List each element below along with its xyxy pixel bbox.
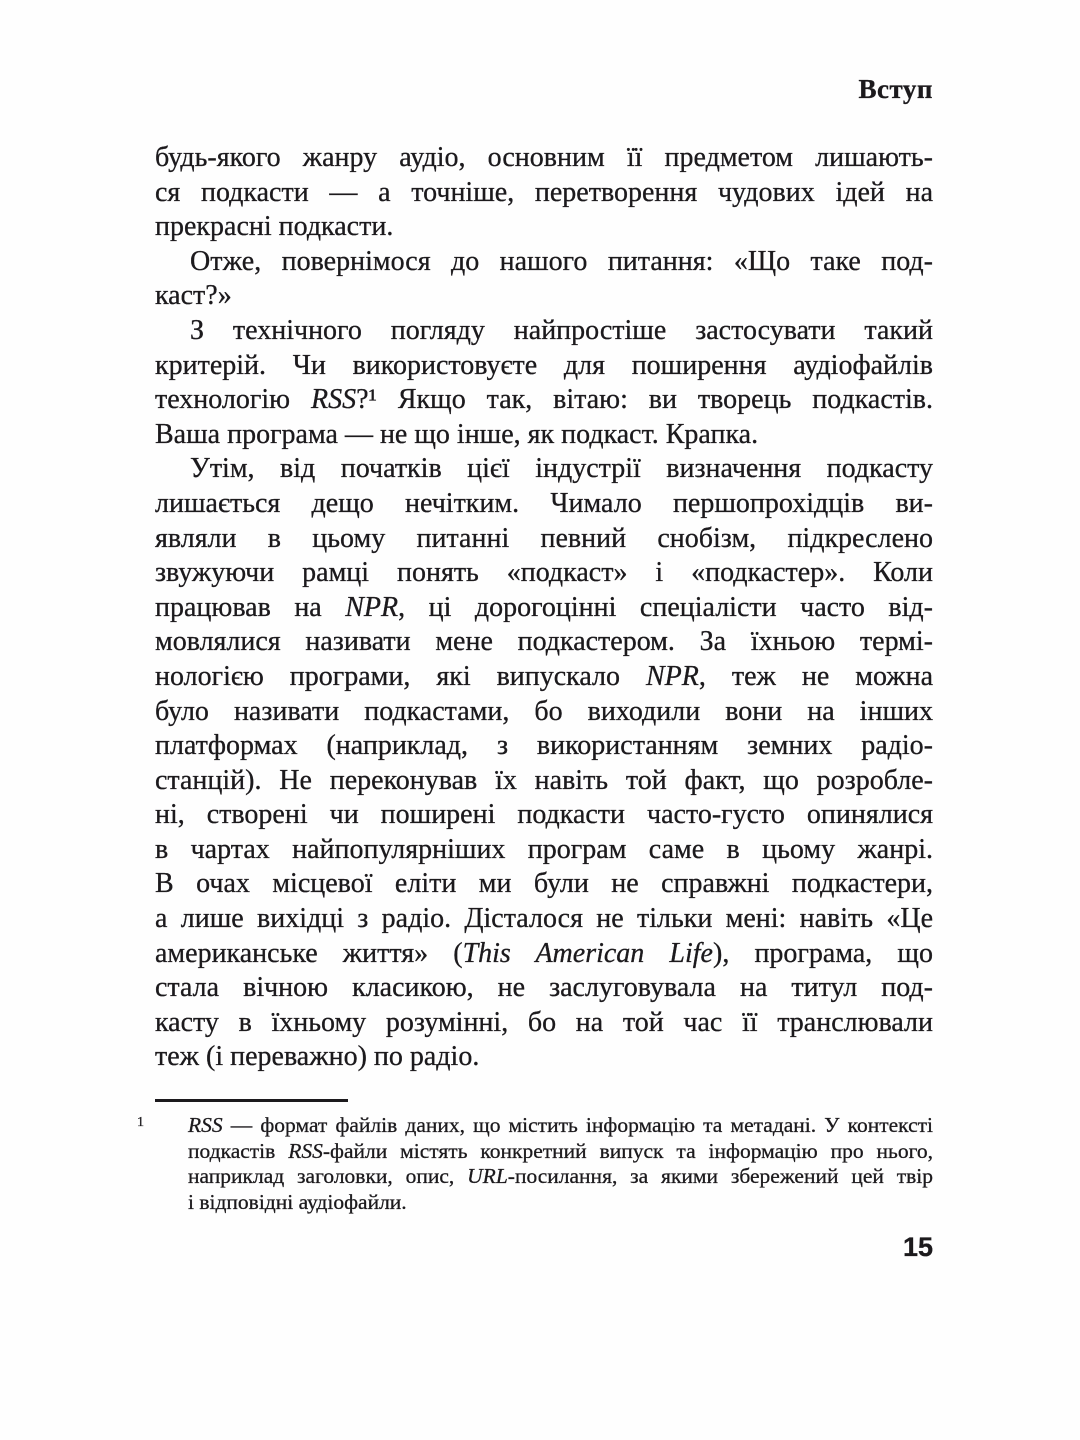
- text-line: звужуючи рамці понять «подкаст» і «подкастер». Коли: [155, 557, 933, 589]
- text-line: ся подкасти — а точніше, перетворення чудових ідей на: [155, 176, 933, 208]
- text-line: RSS — формат файлів даних, що містить інформацію та метадані. У контексті: [188, 1113, 933, 1137]
- footnote: [137, 1113, 933, 1216]
- text-line: американське життя» (This American Life), програма, що: [155, 937, 933, 969]
- text-line: технологію RSS?¹ Якщо так, вітаю: ви творець подкастів.: [155, 384, 933, 416]
- page-number: 15: [902, 1232, 933, 1262]
- text-line: З технічного погляду найпростіше застосувати такий: [190, 314, 933, 346]
- text-line: було називати подкастами, бо виходили вони на інших: [155, 695, 933, 727]
- running-header: Вступ: [858, 74, 933, 104]
- footnote-separator: [155, 1099, 348, 1102]
- text-line: лишається дещо нечітким. Чимало першопрохідців ви-: [155, 487, 933, 519]
- text-line: прекрасні подкасти.: [155, 211, 394, 243]
- paragraph: [155, 245, 933, 314]
- text-line: в чартах найпопулярніших програм саме в цьому жанрі.: [155, 833, 933, 865]
- text-line: ні, створені чи поширені подкасти часто-густо опинялися: [155, 799, 933, 831]
- body-text: [155, 141, 933, 1075]
- paragraph: [155, 314, 933, 452]
- text-line: критерій. Чи використовуєте для поширення аудіофайлів: [155, 349, 933, 381]
- text-line: і відповідні аудіофайли.: [188, 1190, 407, 1215]
- text-line: являли в цьому питанні певний снобізм, підкреслено: [155, 522, 933, 554]
- text-line: касту в їхньому розумінні, бо на той час її транслювали: [155, 1006, 933, 1038]
- footnote-marker: 1: [137, 1115, 144, 1130]
- text-line: мовлялися називати мене подкастером. За їхньою термі-: [155, 626, 933, 658]
- text-line: нологією програми, які випускало NPR, теж не можна: [155, 660, 934, 692]
- text-line: Утім, від початків цієї індустрії визначення подкасту: [190, 453, 933, 485]
- text-line: будь-якого жанру аудіо, основним її предметом лишають-: [155, 142, 933, 173]
- text-line: теж (і переважно) по радіо.: [155, 1041, 480, 1073]
- text-line: В очах місцевої еліти ми були не справжні подкастери,: [155, 868, 933, 900]
- text-line: наприклад заголовки, опис, URL-посилання, за якими збережений цей твір: [188, 1164, 933, 1189]
- text-line: подкастів RSS-файли містять конкретний випуск та інформацію про нього,: [188, 1138, 933, 1163]
- text-line: працював на NPR, ці дорогоцінні спеціалісти часто від-: [155, 591, 933, 623]
- footnote-text: [188, 1113, 933, 1216]
- paragraph: [155, 452, 933, 1075]
- text-line: каст?»: [155, 280, 232, 312]
- text-line: платформах (наприклад, з використанням земних радіо-: [155, 730, 933, 762]
- text-line: Ваша програма — не що інше, як подкаст. Крапка.: [155, 418, 759, 450]
- text-line: Отже, повернімося до нашого питання: «Що таке под-: [190, 245, 933, 277]
- paragraph: [155, 141, 933, 245]
- text-line: станцій). Не переконував їх навіть той факт, що розробле-: [155, 764, 933, 796]
- text-line: стала вічною класикою, не заслуговувала на титул под-: [155, 972, 933, 1004]
- text-line: а лише вихідці з радіо. Дісталося не тільки мені: навіть «Це: [155, 903, 933, 935]
